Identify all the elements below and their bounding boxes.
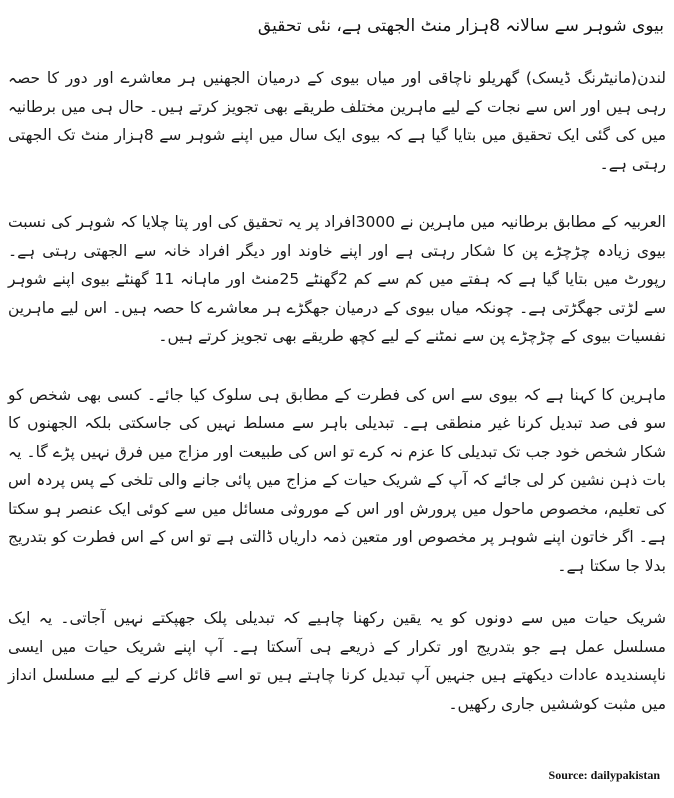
article-paragraph-4: شریک حیات میں سے دونوں کو یہ یقین رکھنا چاہیے کہ تبدیلی پلک جھپکتے نہیں آجاتی۔ یہ ایک مسلسل عمل ہے جو بتدریج اور تکرار کے ذریعے ہی آسکتا ہے۔ آپ اپنے شریک حیات میں ایسی ناپسندیدہ عادات دیکھتے ہیں جنہیں آپ تبدیل کرنا چاہتے ہیں تو اسے قائل کرنے کے لیے مسلسل انداز میں مثبت کوششیں جاری رکھیں۔: [8, 609, 666, 713]
article-paragraph-2: العربیہ کے مطابق برطانیہ میں ماہرین نے 3000افراد پر یہ تحقیق کی اور پتا چلایا کہ شوہر کی نسبت بیوی زیادہ چڑچڑے پن کا شکار رہتی ہے اور اپنے خاوند اور دیگر افراد خانہ سے الجھتی رہتی ہے۔ رپورٹ میں بتایا گیا ہے کہ ہفتے میں کم سے کم 2گھنٹے 25منٹ اور ماہانہ 11 گھنٹے بیوی اپنے شوہر سے لڑتی جھگڑتی ہے۔ چونکہ میاں بیوی کے درمیان جھگڑے ہر معاشرے کا حصہ ہیں۔ اس لیے ماہرین نفسیات بیوی کے چڑچڑے پن سے نمٹنے کے لیے کچھ طریقے بھی تجویز کرتے ہیں۔: [8, 213, 667, 345]
article-headline: بیوی شوہر سے سالانہ 8ہزار منٹ الجھتی ہے، نئی تحقیق: [257, 16, 664, 36]
news-article: [8, 14, 666, 742]
source-credit: Source: dailypakistan: [548, 768, 660, 782]
article-paragraph-3: ماہرین کا کہنا ہے کہ بیوی سے اس کی فطرت کے مطابق ہی سلوک کیا جائے۔ کسی بھی شخص کو سو فی صد تبدیل کرنا غیر منطقی ہے۔ تبدیلی باہر سے مسلط نہیں کی جاسکتی بلکہ الجھنوں کا شکار شخص خود جب تک تبدیلی کا عزم نہ کرے تو اس کی طبیعت اور مزاج میں فرق نہیں پڑے گا۔ یہ بات ذہن نشین کر لی جائے کہ آپ کے شریک حیات کے مزاج میں پائی جانے والی تلخی کے پس پردہ اس کی تعلیم، مخصوص ماحول میں پرورش اور اس کے موروثی مسائل میں سے کوئی ایک عنصر ہو سکتا ہے۔ اگر خاتون اپنے شوہر پر مخصوص اور متعین ذمہ داریاں ڈالتی ہے تو اس کے اس فطرت کو بتدریج بدلا جا سکتا ہے۔: [8, 385, 666, 575]
article-paragraph-1: لندن(مانیٹرنگ ڈیسک) گھریلو ناچاقی اور میاں بیوی کے درمیان الجھنیں ہر معاشرے اور دور کا حصہ رہی ہیں اور اس سے نجات کے لیے ماہرین مختلف طریقے بھی تجویز کرتے ہیں۔ حال ہی میں برطانیہ میں کی گئی ایک تحقیق میں بتایا گیا ہے کہ بیوی ایک سال میں اپنے شوہر سے 8ہزار منٹ تک الجھتی رہتی ہے۔: [8, 69, 666, 173]
